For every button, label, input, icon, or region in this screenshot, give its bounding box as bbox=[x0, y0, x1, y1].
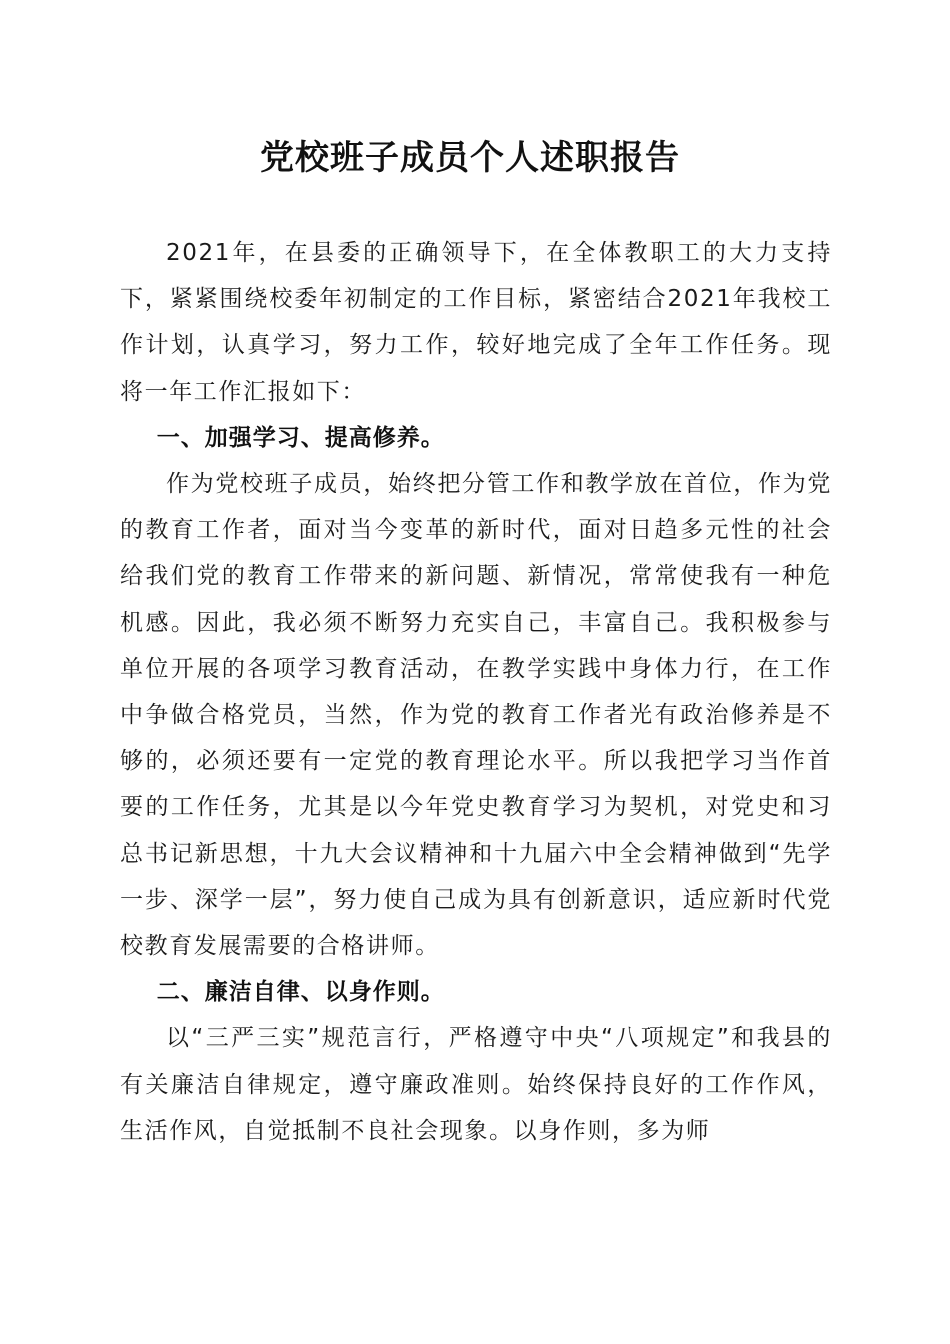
section-heading-integrity: 二、廉洁自律、以身作则。 bbox=[156, 979, 445, 1006]
section-body-study: 作为党校班子成员，始终把分管工作和教学放在首位，作为党的教育工作者，面对当今变革的新时代，面对日趋多元性的社会给我们党的教育工作带来的新问题、新情况，常常使我有一种危机感。因此，我必须不断努力充实自己，丰富自己。我积极参与单位开展的各项学习教育活动，在教学实践中身体力行，在工作中争做合格党员，当然，作为党的教育工作者光有政治修养是不够的，必须还要有一定党的教育理论水平。所以我把学习当作首要的工作任务，尤其是以今年党史教育学习为契机，对党史和习总书记新思想，十九大会议精神和十九届六中全会精神做到“先学一步、深学一层”，努力使自己成为具有创新意识，适应新时代党校教育发展需要的合格讲师。 bbox=[120, 471, 832, 960]
intro-paragraph: 2021年，在县委的正确领导下，在全体教职工的大力支持下，紧紧围绕校委年初制定的工作目标，紧密结合2021年我校工作计划，认真学习，努力工作，较好地完成了全年工作任务。现将一年工作汇报如下： bbox=[120, 240, 832, 405]
document-title: 党校班子成员个人述职报告 bbox=[260, 138, 680, 178]
section-heading-study: 一、加强学习、提高修养。 bbox=[156, 424, 445, 451]
section-body-integrity: 以“三严三实”规范言行，严格遵守中央“八项规定”和我县的有关廉洁自律规定，遵守廉政准则。始终保持良好的工作作风，生活作风，自觉抵制不良社会现象。以身作则，多为师 bbox=[120, 1025, 832, 1144]
document-body bbox=[120, 230, 832, 1154]
